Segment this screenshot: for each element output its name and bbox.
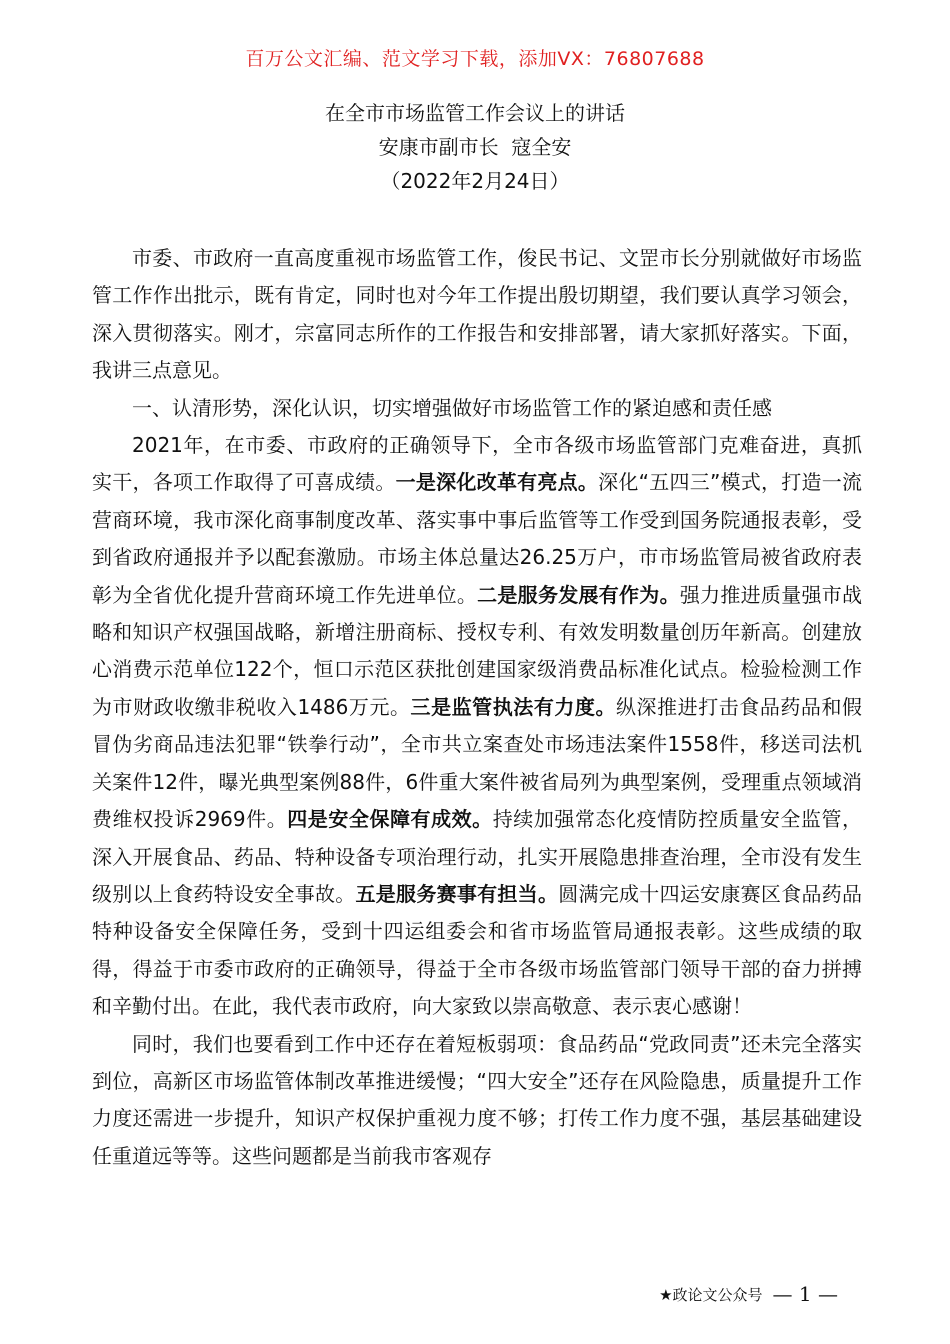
paragraph-intro: 市委、市政府一直高度重视市场监管工作，俊民书记、文罡市长分别就做好市场监管工作作出批示，既有肯定，同时也对今年工作提出殷切期望，我们要认真学习领会，深入贯彻落实。刚才，宗富同志所作的工作报告和安排部署，请大家抓好落实。下面，我讲三点意见。 [92,246,862,383]
document-body [92,240,862,1175]
reform-text: 深化“五四三”模式，打造一流营商环境，我市深化商事制度改革、落实事中事后监管等工作受到国务院通报表彰，受到省政府通报并予以配套激励。市场主体总量达26.25万户，市市场监管局被省政府表彰为全省优化提升营商环境工作先进单位。 [92,470,863,607]
enforcement-text: 纵深推进打击食品药品和假冒伪劣商品违法犯罪“铁拳行动”，全市共立案查处市场违法案件1558件，移送司法机关案件12件，曝光典型案例88件，6件重大案件被省局列为典型案例，受理重点领域消费维权投诉2969件。 [92,694,863,832]
development-text: 强力推进质量强市战略和知识产权强国战略，新增注册商标、授权专利、有效发明数量创历年新高。创建放心消费示范单位122个，恒口示范区获批创建国家级消费品标准化试点。检验检测工作为市财政收缴非税收入1486万元。 [92,582,863,719]
highlight-reform: 一是深化改革有亮点。 [395,470,599,495]
page-footer [659,1282,838,1306]
paragraph-achievements [92,427,862,1026]
highlight-safety: 四是安全保障有成效。 [287,807,493,832]
section-heading-1: 一、认清形势，深化认识，切实增强做好市场监管工作的紧迫感和责任感 [132,395,772,420]
download-banner: 百万公文汇编、范文学习下载，添加VX：76807688 [245,48,705,70]
events-text: 圆满完成十四运安康赛区食品药品特种设备安全保障任务，受到十四运组委会和省市场监管局通报表彰。这些成绩的取得，得益于市委市政府的正确领导，得益于全市各级市场监管部门领导干部的奋力拼搏和辛勤付出。在此，我代表市政府，向大家致以崇高敬意、表示衷心感谢！ [92,881,863,1019]
document-title: 在全市市场监管工作会议上的讲话 [325,101,625,125]
highlight-events: 五是服务赛事有担当。 [355,881,559,906]
safety-text: 持续加强常态化疫情防控质量安全监管，深入开展食品、药品、特种设备专项治理行动，扎实开展隐患排查治理，全市没有发生级别以上食药特设安全事故。 [92,807,863,906]
achievements-intro: 2021年，在市委、市政府的正确领导下，全市各级市场监管部门克难奋进，真抓实干，各项工作取得了可喜成绩。 [92,433,862,495]
highlight-development: 二是服务发展有作为。 [477,582,680,607]
speech-date: （2022年2月24日） [380,169,570,193]
speaker-line: 安康市副市长 寇全安 [378,135,572,159]
page-number: — 1 — [772,1282,838,1306]
title-block [0,96,950,198]
paragraph-shortcomings: 同时，我们也要看到工作中还存在着短板弱项：食品药品“党政同责”还未完全落实到位，高新区市场监管体制改革推进缓慢；“四大安全”还存在风险隐患，质量提升工作力度还需进一步提升，知识产权保护重视力度不够；打传工作力度不强，基层基础建设任重道远等等。这些问题都是当前我市客观存 [92,1031,862,1168]
highlight-enforcement: 三是监管执法有力度。 [410,694,617,719]
footer-source: ★政论文公众号 [659,1285,763,1304]
